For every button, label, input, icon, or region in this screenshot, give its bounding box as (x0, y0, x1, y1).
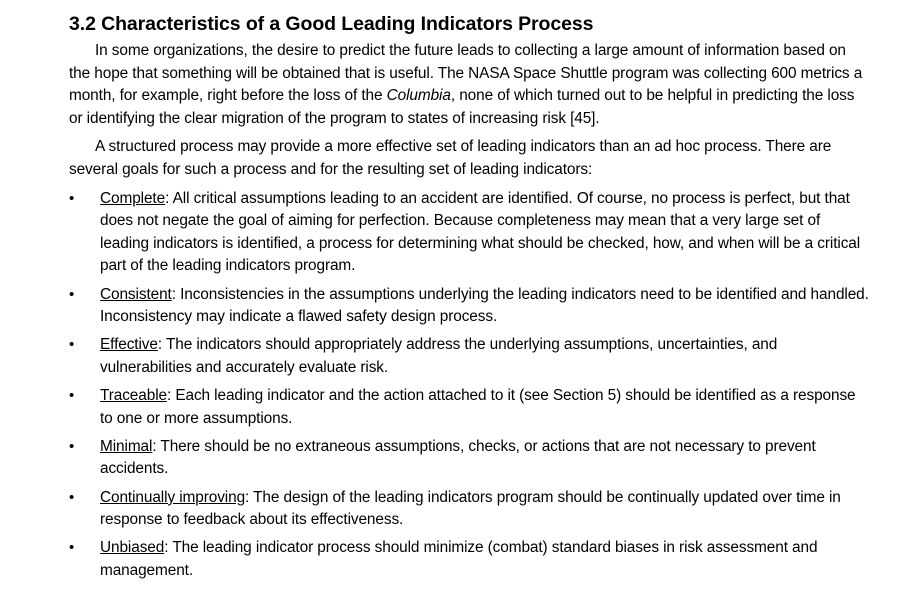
goal-description: Inconsistencies in the assumptions underlying the leading indicators need to be identified and handled. Inconsistency may indicate a flawed safety design process. (100, 285, 869, 326)
list-item (69, 334, 869, 379)
bullet-icon: • (69, 285, 75, 303)
p1-italic-term: Columbia (386, 87, 451, 105)
goal-description: There should be no extraneous assumptions, checks, or actions that are not necessary to prevent accidents. (100, 437, 816, 478)
bullet-icon: • (69, 488, 75, 506)
goal-term: Traceable (100, 387, 167, 405)
list-item (69, 385, 869, 430)
list-item (69, 284, 869, 329)
goal-description: All critical assumptions leading to an accident are identified. Of course, no process is perfect, but that does not negate the goal of aiming for perfection. Because completeness may mean that a very large set of leading indicators is identified, a process for determining what should be checked, how, and when will be a critical part of the leading indicators program. (100, 189, 861, 275)
goal-separator: : (166, 387, 176, 405)
goal-term: Unbiased (100, 539, 165, 557)
list-item (69, 436, 869, 481)
list-item (69, 188, 869, 278)
p1-text-start: In some organizations, the desire to predict the future leads to collecting a large amount of information based on the hope that something will be obtained that is useful. The NASA Space Shuttle program was collecting 600 metrics a month, for example, right before the loss of the (69, 42, 863, 105)
goal-separator: : (165, 189, 173, 207)
goal-separator: : (245, 488, 254, 506)
goal-separator: : (157, 336, 166, 354)
goal-term: Effective (100, 336, 158, 354)
intro-paragraph-2: A structured process may provide a more effective set of leading indicators than an ad hoc process. There are several goals for such a process and for the resulting set of leading indicators: (69, 138, 832, 178)
goal-separator: : (171, 285, 181, 303)
bullet-icon: • (69, 387, 75, 405)
goal-term: Consistent (100, 285, 172, 303)
goal-description: The indicators should appropriately address the underlying assumptions, uncertainties, and vulnerabilities and accurately evaluate risk. (100, 336, 778, 376)
bullet-icon: • (69, 336, 75, 354)
goal-term: Continually improving (100, 488, 246, 506)
goal-description: The leading indicator process should minimize (combat) standard biases in risk assessment and management. (100, 539, 818, 580)
intro-paragraph-1 (69, 40, 869, 130)
bullet-icon: • (69, 539, 75, 557)
bullet-icon: • (69, 437, 75, 455)
goals-list (69, 188, 869, 583)
p1-text-end: , none of which turned out to be helpful in predicting the loss or identifying the clear migration of the program to states of increasing risk [45]. (69, 87, 855, 127)
section-heading: 3.2 Characteristics of a Good Leading Indicators Process (69, 13, 594, 35)
goal-description: The design of the leading indicators program should be continually updated over time in response to feedback about its effectiveness. (100, 488, 841, 529)
list-item (69, 537, 869, 582)
goal-term: Complete (100, 189, 166, 207)
document-page (69, 11, 869, 588)
bullet-icon: • (69, 189, 75, 207)
goal-separator: : (152, 437, 161, 455)
goal-description: Each leading indicator and the action attached to it (see Section 5) should be identified as a response to one or more assumptions. (100, 387, 856, 427)
list-item (69, 487, 869, 532)
goal-separator: : (164, 539, 173, 557)
goal-term: Minimal (100, 437, 153, 455)
